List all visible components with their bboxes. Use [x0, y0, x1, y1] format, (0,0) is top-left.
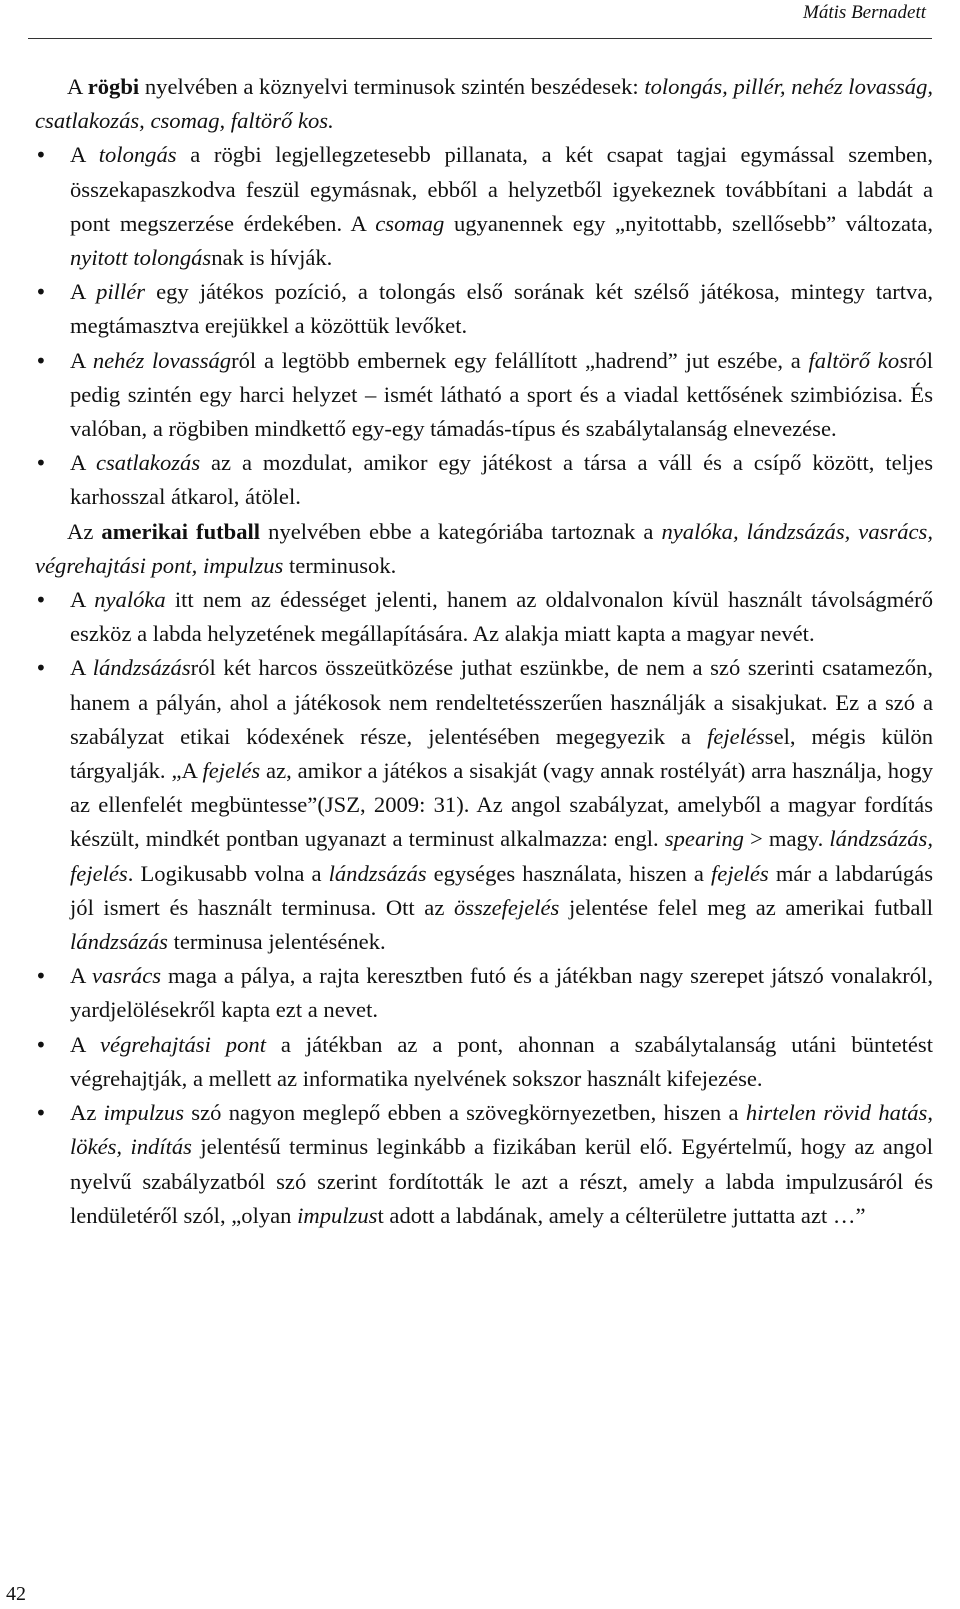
italic-term: nehéz lovasság	[92, 347, 232, 373]
text-run: > magy.	[743, 826, 830, 852]
page-number: 42	[6, 1583, 26, 1605]
italic-term: lökés, indítás	[70, 1134, 192, 1160]
italic-term: nyalóka	[94, 587, 166, 613]
bullet-item	[35, 275, 933, 343]
italic-term: végrehajtási pont	[100, 1031, 266, 1057]
italic-term: hirtelen rövid hatás	[745, 1100, 928, 1126]
italic-term: tolongás	[98, 142, 177, 168]
italic-term: faltörő kos	[808, 347, 908, 373]
text-run: ról pedig szintén egy harci helyzet – ismét látható a sport és a viadal kettősének szimbiózisa. És valóban, a rögbiben mindkettő egy-egy támadás-típus és szabálytalanság elnevezése.	[70, 347, 934, 442]
italic-term: pillér	[96, 279, 146, 305]
text-run: jelentésű terminus leginkább a fizikában kerül elő. Egyértelmű, hogy az angol nyelvű szabályzatból szó szerint fordították le azt a részt, amely a labda impulzusáról és lendületéről szól, „olyan	[70, 1134, 933, 1228]
text-run: terminusa jelentésének.	[167, 929, 386, 955]
italic-term: lándzsázás	[70, 929, 168, 955]
text-run: jelentése felel meg az amerikai futball	[559, 894, 933, 920]
text-run: az, amikor a játékos a sisakját (vagy annak rostélyát) arra használja, hogy az ellenfelét megbüntesse”(JSZ, 2009: 31). Az angol szabályzat, amelyből a magyar fordítás készült, mindkét pontban ugyanazt a terminust alkalmazza: engl.	[70, 758, 933, 852]
bullet-item	[35, 959, 933, 1027]
text-run: A	[70, 279, 97, 305]
bullet-item	[35, 1028, 933, 1096]
text-run: A	[67, 74, 88, 99]
document-body	[35, 70, 933, 1233]
bold-term: amerikai futball	[101, 518, 261, 544]
author-name: Mátis Bernadett	[803, 2, 926, 23]
italic-term: csatlakozás	[95, 450, 201, 476]
italic-term: csomag	[375, 210, 445, 236]
italic-term: spearing	[664, 826, 744, 852]
italic-term: nyitott tolongás	[70, 245, 212, 271]
text-run: A	[70, 142, 99, 168]
rugby-intro-paragraph	[35, 70, 933, 138]
text-run: t adott a labdának, amely a célterületre juttatta azt …”	[377, 1202, 866, 1228]
text-run: A	[70, 587, 95, 613]
american-football-term-list	[35, 583, 933, 1233]
italic-term: impulzus	[103, 1100, 184, 1126]
italic-term: impulzus	[297, 1202, 378, 1228]
american-football-intro-paragraph	[35, 515, 933, 583]
text-run: nyelvében ebbe a kategóriába tartoznak a	[260, 518, 662, 544]
text-run: szó nagyon meglepő ebben a szövegkörnyezetben, hiszen a	[184, 1100, 746, 1126]
bullet-item	[35, 651, 933, 959]
text-run: . Logikusabb volna a	[127, 860, 329, 886]
bold-term: rögbi	[87, 74, 140, 99]
text-run: a játékban az a pont, ahonnan a szabálytalanság utáni büntetést végrehajtják, a mellett az informatika nyelvének sokszor használt kifejezése.	[70, 1031, 933, 1091]
italic-term: fejelés	[711, 860, 769, 886]
italic-term: fejelés	[202, 758, 261, 784]
text-run: A	[70, 347, 93, 373]
italic-term: lándzsázás, fejelés	[70, 826, 933, 886]
text-run: nak is hívják.	[211, 245, 333, 271]
text-run: terminusok.	[283, 552, 397, 578]
bullet-item	[35, 344, 933, 447]
italic-term: nyalóka, lándzsázás, vasrács, végrehajtási pont, impulzus	[35, 518, 933, 578]
text-run: Az	[67, 518, 102, 544]
text-run: az a mozdulat, amikor egy játékost a társa a váll és a csípő között, teljes karhosszal átkarol, átölel.	[70, 450, 933, 510]
bullet-item	[35, 138, 933, 275]
bullet-item	[35, 446, 933, 514]
rugby-term-list	[35, 138, 933, 514]
italic-term: összefejelés	[453, 894, 560, 920]
text-run: ról a legtöbb embernek egy felállított „hadrend” jut eszébe, a	[231, 347, 809, 373]
text-run: a rögbi legjellegzetesebb pillanata, a két csapat tagjai egymással szemben, összekapaszkodva feszül egymásnak, ebből a helyzetből igyekeznek továbbítani a labdát a pont megszerzése érdekében. A	[70, 142, 933, 236]
italic-term: vasrács	[92, 963, 162, 989]
italic-term: fejelés	[707, 723, 765, 749]
bullet-item	[35, 583, 933, 651]
text-run: egy játékos pozíció, a tolongás első sorának két szélső játékosa, mintegy tartva, megtámasztva erejükkel a közöttük levőket.	[70, 279, 934, 339]
text-run: ,	[927, 1100, 933, 1126]
running-header	[28, 0, 932, 39]
bullet-item	[35, 1096, 933, 1233]
text-run: ugyanennek egy „nyitottabb, szellősebb” változata,	[444, 210, 933, 236]
text-run: ról két harcos összeütközése juthat eszünkbe, de nem a szó szerinti csatamezőn, hanem a pályán, ahol a játékosok nem rendeltetésszerűen használják a sisakjukat. Ez a szó a szabályzat etikai kódexének része, jelentésében megegyezik a	[70, 655, 934, 749]
text-run: Az	[70, 1100, 104, 1126]
italic-term: lándzsázás	[328, 860, 427, 886]
text-run: A	[70, 655, 93, 681]
text-run: A	[70, 1031, 101, 1057]
text-run: itt nem az édességet jelenti, hanem az oldalvonalon kívül használt távolságmérő eszköz a labda helyzetének megállapítására. Az alakja miatt kapta a magyar nevét.	[70, 587, 933, 647]
text-run: sel, mégis külön tárgyalják. „A	[70, 723, 933, 784]
text-run: A	[70, 963, 92, 989]
text-run: maga a pálya, a rajta keresztben futó és a játékban nagy szerepet játszó vonalakról, yardjelölésekről kapta ezt a nevet.	[70, 963, 933, 1023]
text-run: A	[70, 450, 96, 476]
text-run: már a labdarúgás jól ismert és használt terminusa. Ott az	[70, 860, 934, 920]
text-run: egységes használata, hiszen a	[426, 860, 712, 886]
italic-term: tolongás, pillér, nehéz lovasság, csatlakozás, csomag, faltörő kos.	[35, 74, 934, 134]
text-run: nyelvében a köznyelvi terminusok szintén beszédesek:	[139, 74, 645, 99]
italic-term: lándzsázás	[92, 655, 191, 681]
